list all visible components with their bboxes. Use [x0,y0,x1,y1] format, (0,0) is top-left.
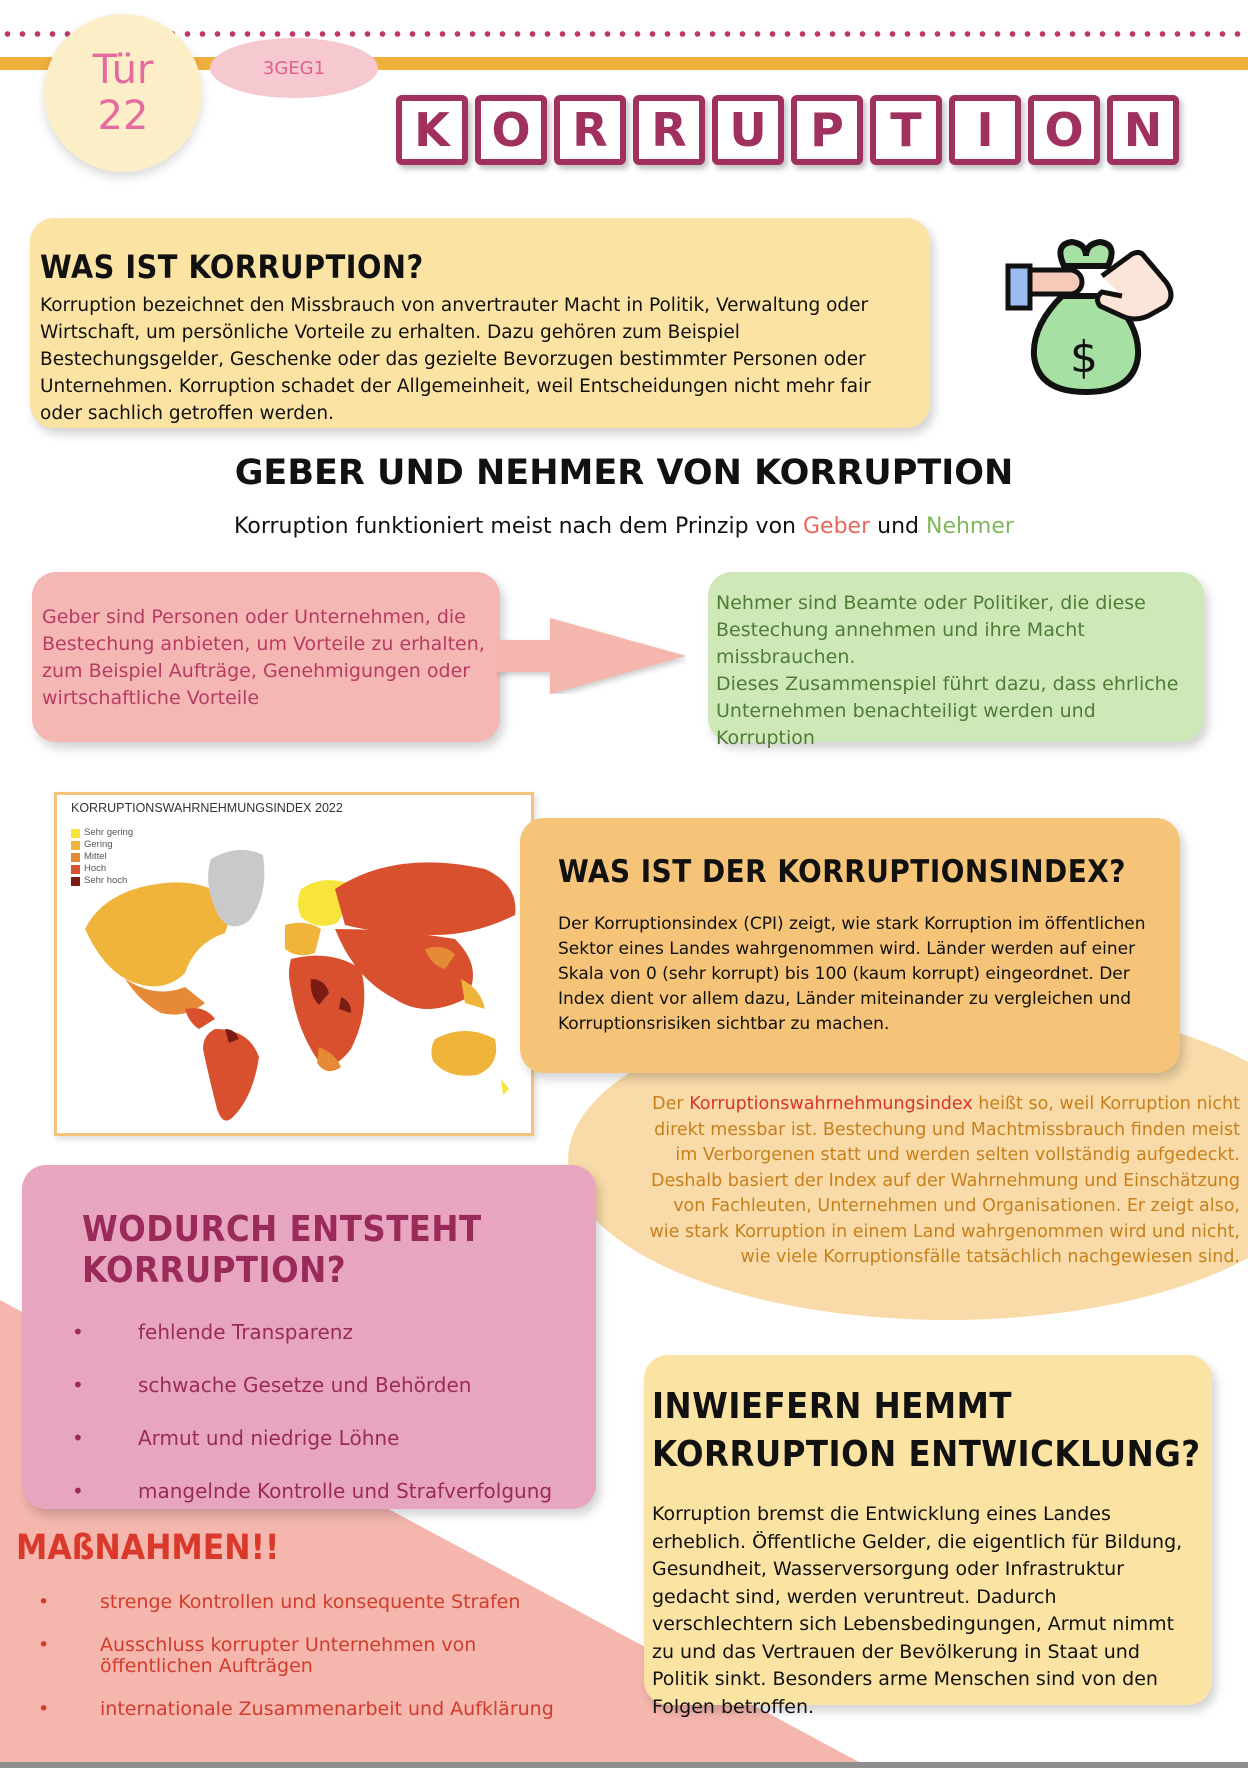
bottom-border [0,1762,1248,1768]
note-prefix: Der [652,1094,684,1114]
list-item: • fehlende Transparenz [72,1319,353,1344]
measures-heading: MAßNAHMEN!! [16,1528,280,1568]
title-letter: R [554,95,626,165]
what-is-text: Korruption bezeichnet den Missbrauch von anvertrauter Macht in Politik, Verwaltung oder Wirtschaft, um persönliche Vorteile zu erhalten. Dazu gehören zum Beispiel Bestechungsgelder, Geschenke oder das gezielte Bevorzugen bestimmter Personen oder Unternehmen. Korruption schadet der Allgemeinheit, weil Entscheidungen nicht mehr fair oder sachlich getroffen werden. [40,295,871,424]
taker-text-1: Nehmer sind Beamte oder Politiker, die diese Bestechung annehmen und ihre Macht missbrauchen. [716,592,1146,668]
legend-label: Hoch [84,863,107,874]
class-code-badge [210,38,378,98]
legend-swatch [71,829,80,838]
causes-card [22,1165,596,1509]
what-is-heading: WAS IST KORRUPTION? [40,248,424,286]
legend-swatch [71,877,80,886]
title-letter: N [1107,95,1179,165]
index-text: Der Korruptionsindex (CPI) zeigt, wie stark Korruption im öffentlichen Sektor eines Landes wahrgenommen wird. Länder werden auf einer Skala von 0 (sehr korrupt) bis 100 (kaum korrupt) eingeordnet. Der Index dient vor allem dazu, Länder miteinander zu vergleichen und Korruptionsrisiken sichtbar zu machen. [558,914,1146,1034]
subtitle-taker: Nehmer [925,514,1014,539]
giver-taker-subtitle [0,514,1248,539]
door-number: 22 [97,93,149,139]
what-is-card [30,218,930,428]
list-item: • mangelnde Kontrolle und Strafverfolgung [72,1478,553,1503]
subtitle-giver: Geber [802,514,871,539]
title-letter: T [870,95,942,165]
door-badge [44,14,202,172]
list-item: • schwache Gesetze und Behörden [72,1372,472,1397]
title-letter: O [475,95,547,165]
map-legend [71,827,133,887]
note-rest: heißt so, weil Korruption nicht direkt messbar ist. Bestechung und Machtmissbrauch finden meist im Verborgenen statt und werden selten vollständig aufgedeckt. Deshalb basiert der Index auf der Wahrnehmung und Einschätzung von Fachleuten, Unternehmen und Organisationen. Er zeigt also, wie stark Korruption in einem Land wahrgenommen wird und nicht, wie viele Korruptionsfälle tatsächlich nachgewiesen sind. [649,1094,1240,1267]
door-label: Tür [92,47,154,93]
title-letter: P [791,95,863,165]
cause-text: fehlende Transparenz [138,1319,353,1344]
index-note [640,1092,1240,1271]
list-item: • Ausschluss korrupter Unternehmen von öffentlichen Aufträgen [30,1635,590,1677]
cause-text: mangelnde Kontrolle und Strafverfolgung [138,1478,553,1503]
legend-swatch [71,865,80,874]
cause-text: Armut und niedrige Löhne [138,1425,400,1450]
class-code: 3GEG1 [262,57,326,79]
legend-swatch [71,853,80,862]
title-letter: K [396,95,468,165]
page-title [396,95,1179,165]
measure-text: internationale Zusammenarbeit und Aufklärung [100,1698,554,1720]
list-item: • strenge Kontrollen und konsequente Strafen [38,1591,521,1613]
title-letter: I [949,95,1021,165]
svg-text:$: $ [1070,332,1098,383]
world-map-graphic [65,829,527,1129]
cause-text: schwache Gesetze und Behörden [138,1372,472,1397]
legend-swatch [71,841,80,850]
list-item: • internationale Zusammenarbeit und Aufklärung [38,1698,554,1720]
index-card [520,818,1180,1073]
legend-label: Sehr hoch [84,875,128,886]
title-letter: O [1028,95,1100,165]
measure-text: strenge Kontrollen und konsequente Strafen [100,1591,521,1613]
subtitle-and: und [877,514,919,539]
measure-text: Ausschluss korrupter Unternehmen von öffentlichen Aufträgen [100,1634,477,1677]
map-title: KORRUPTIONSWAHRNEHMUNGSINDEX 2022 [71,801,343,815]
title-letter: R [633,95,705,165]
giver-text: Geber sind Personen oder Unternehmen, die Bestechung anbieten, um Vorteile zu erhalten, zum Beispiel Aufträge, Genehmigungen oder wirtschaftliche Vorteile [42,606,485,709]
development-text: Korruption bremst die Entwicklung eines Landes erheblich. Öffentliche Gelder, die eigentlich für Bildung, Gesundheit, Wasserversorgung oder Infrastruktur gedacht sind, werden veruntreut. Dadurch verschlechtern sich Lebensbedingungen, Armut nimmt zu und das Vertrauen der Bevölkerung in Staat und Politik sinkt. Besonders arme Menschen sind von den Folgen betroffen. [652,1503,1183,1718]
subtitle-prefix: Korruption funktioniert meist nach dem Prinzip von [234,514,796,539]
legend-label: Gering [84,839,113,850]
dotted-border [0,30,1248,38]
arrow-right-icon [496,618,686,694]
taker-text-2: Dieses Zusammenspiel führt dazu, dass ehrliche Unternehmen benachteiligt werden und Korruption [716,673,1179,749]
index-heading: WAS IST DER KORRUPTIONSINDEX? [558,854,1126,890]
legend-label: Sehr gering [84,827,134,838]
taker-card [708,572,1204,749]
note-highlight: Korruptionswahrnehmungsindex [689,1094,973,1114]
causes-heading: WODURCH ENTSTEHT KORRUPTION? [82,1209,482,1291]
cpi-world-map [54,792,534,1136]
development-heading: INWIEFERN HEMMT KORRUPTION ENTWICKLUNG? [652,1386,1201,1475]
list-item: • Armut und niedrige Löhne [72,1425,400,1450]
development-card [644,1355,1212,1718]
giver-taker-heading: GEBER UND NEHMER VON KORRUPTION [234,453,1014,493]
legend-label: Mittel [84,851,107,862]
money-bag-handover-icon [1002,236,1182,406]
giver-card [32,572,500,742]
title-letter: U [712,95,784,165]
measures-list [30,1592,590,1742]
causes-list [62,1305,596,1517]
